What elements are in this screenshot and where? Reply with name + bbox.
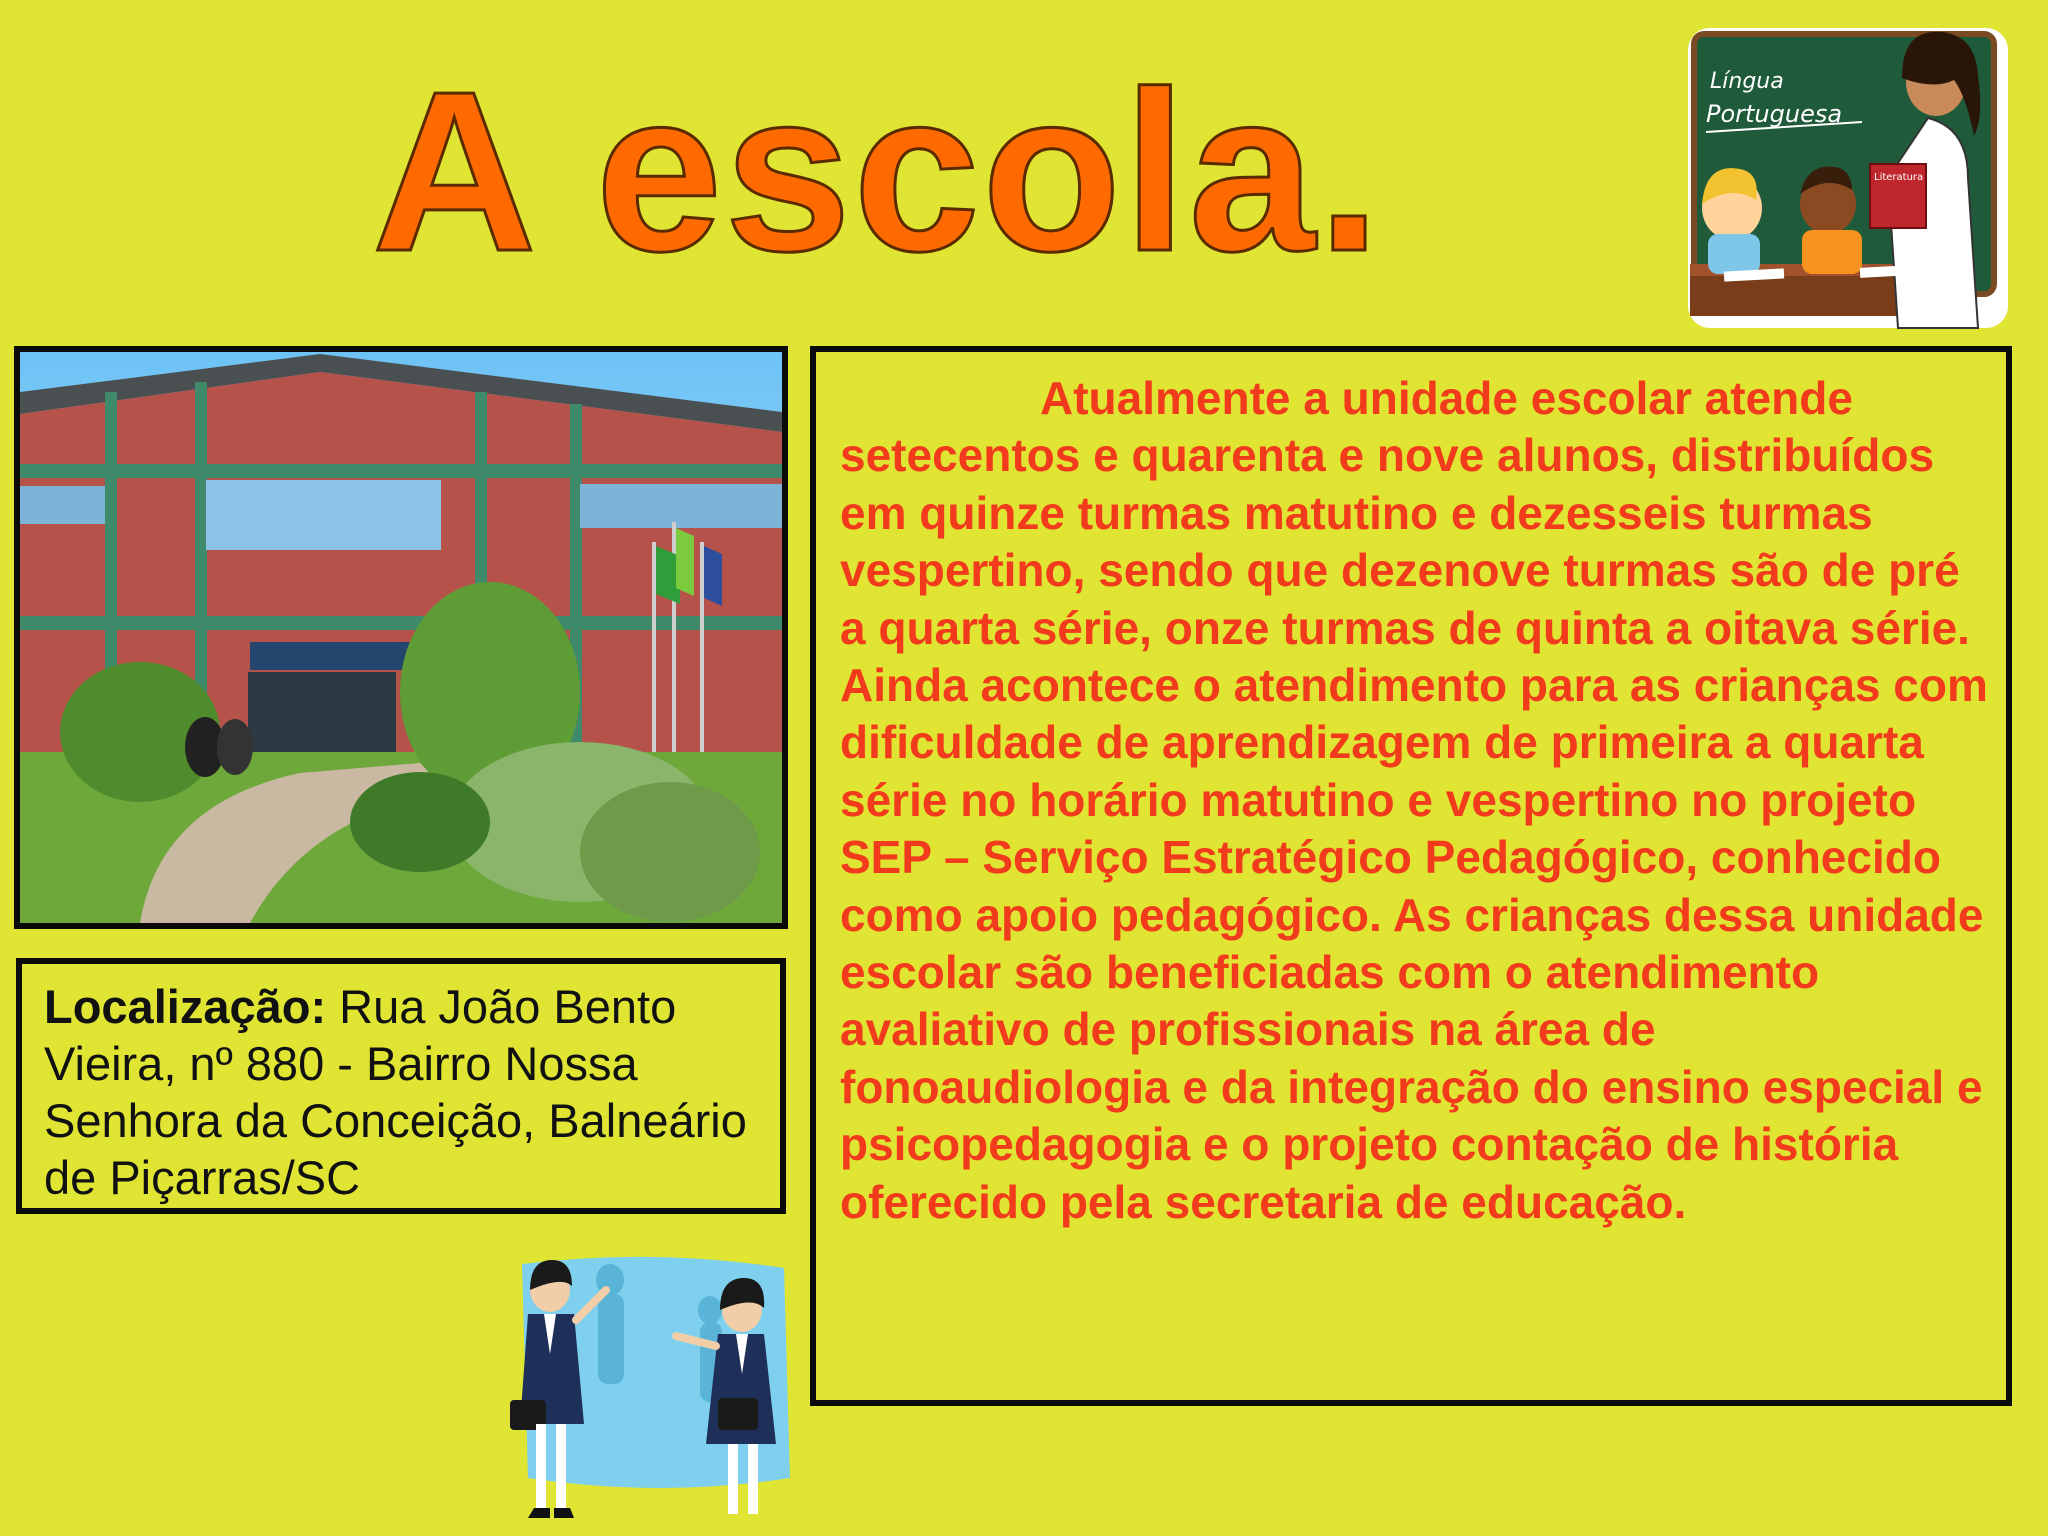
book-label: Literatura — [1874, 172, 1924, 183]
location-address: Rua João Bento Vieira, nº 880 - Bairro Nossa Senhora da Conceição, Balneário de Piçarras/SC — [44, 980, 747, 1204]
teacher-classroom-clipart — [1680, 8, 2010, 338]
chalkboard-text-1: Língua — [1710, 69, 1784, 94]
location-label: Localização: — [44, 980, 327, 1033]
slide-title: A escola. — [372, 45, 1383, 299]
description-box — [810, 346, 2012, 1406]
chalkboard-text-2: Portuguesa — [1706, 100, 1843, 128]
description-text: Atualmente a unidade escolar atende setecentos e quarenta e nove alunos, distribuídos em quinze turmas matutino e dezesseis turmas vespertino, sendo que dezenove turmas são de pré a quarta série, onze turmas de quinta a oitava série. Ainda acontece o atendimento para as crianças com dificuldade de aprendizagem de primeira a quarta série no horário matutino e vespertino no projeto SEP – Serviço Estratégico Pedagógico, conhecido como apoio pedagógico. As crianças dessa unidade escolar são beneficiadas com o atendimento avaliativo de profissionais na área de fonoaudiologia e da integração do ensino especial e psicopedagogia e o projeto contação de história oferecido pela secretaria de educação. — [840, 372, 1988, 1228]
students-clipart — [510, 1250, 800, 1536]
school-photo — [14, 346, 788, 929]
location-box — [16, 958, 786, 1214]
